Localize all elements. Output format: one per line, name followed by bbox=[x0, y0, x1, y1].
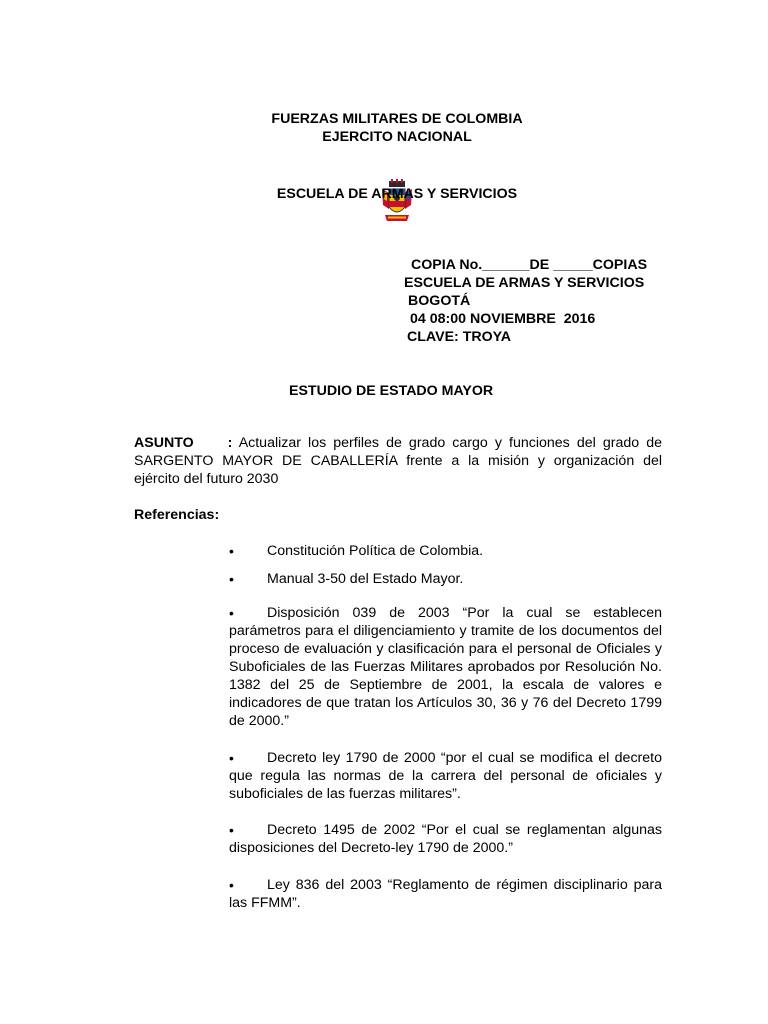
reference-text: Disposición 039 de 2003 “Por la cual se establecen parámetros para el diligenciamiento y tramite de los documentos del proceso de evaluación y clasificación para el personal de Oficiales y Suboficiales de las Fuerzas Militares aprobados por Resolución No. 1382 del 25 de Septiembre de 2001, la escala de valores e indicadores de que tratan los Artículos 30, 36 y 76 del Decreto 1799 de 2000.” bbox=[229, 605, 662, 729]
copy-city-line: BOGOTÁ bbox=[408, 293, 471, 309]
asunto-label: ASUNTO bbox=[134, 435, 194, 451]
reference-item bbox=[229, 876, 662, 912]
asunto-text: Actualizar los perfiles de grado cargo y funciones del grado de SARGENTO MAYOR DE CABALLERÍA frente a la misión y organización del ejército del futuro 2030 bbox=[134, 435, 662, 487]
reference-item: Constitución Política de Colombia. bbox=[267, 543, 484, 559]
reference-item bbox=[229, 749, 662, 803]
bullet-icon: • bbox=[229, 605, 234, 621]
reference-text: Decreto ley 1790 de 2000 “por el cual se modifica el decreto que regula las normas de la carrera del personal de oficiales y suboficiales de las fuerzas militares”. bbox=[229, 750, 662, 802]
bullet-icon: • bbox=[229, 822, 234, 838]
header-line-3: ESCUELA DE ARMAS Y SERVICIOS bbox=[276, 186, 518, 202]
header-line-2: EJERCITO NACIONAL bbox=[322, 129, 472, 145]
reference-text: Ley 836 del 2003 “Reglamento de régimen disciplinario para las FFMM”. bbox=[229, 877, 662, 911]
asunto-paragraph bbox=[134, 434, 662, 488]
copy-key-line: CLAVE: TROYA bbox=[407, 329, 512, 345]
document-title: ESTUDIO DE ESTADO MAYOR bbox=[289, 383, 494, 399]
reference-item bbox=[229, 604, 662, 730]
bullet-icon: • bbox=[229, 571, 234, 587]
copy-number-line: COPIA No.______DE _____COPIAS bbox=[411, 257, 648, 273]
reference-item bbox=[229, 821, 662, 857]
bullet-icon: • bbox=[229, 877, 234, 893]
referencias-label: Referencias: bbox=[134, 507, 220, 523]
header-line-1: FUERZAS MILITARES DE COLOMBIA bbox=[271, 111, 523, 127]
copy-datetime-line: 04 08:00 NOVIEMBRE 2016 bbox=[410, 311, 596, 327]
copy-school-line: ESCUELA DE ARMAS Y SERVICIOS bbox=[404, 275, 645, 291]
bullet-icon: • bbox=[229, 750, 234, 766]
bullet-icon: • bbox=[229, 543, 234, 559]
reference-item: Manual 3-50 del Estado Mayor. bbox=[267, 571, 464, 587]
asunto-colon: : bbox=[227, 435, 233, 451]
reference-text: Decreto 1495 de 2002 “Por el cual se reglamentan algunas disposiciones del Decreto-ley 1790 de 2000.” bbox=[229, 822, 662, 856]
